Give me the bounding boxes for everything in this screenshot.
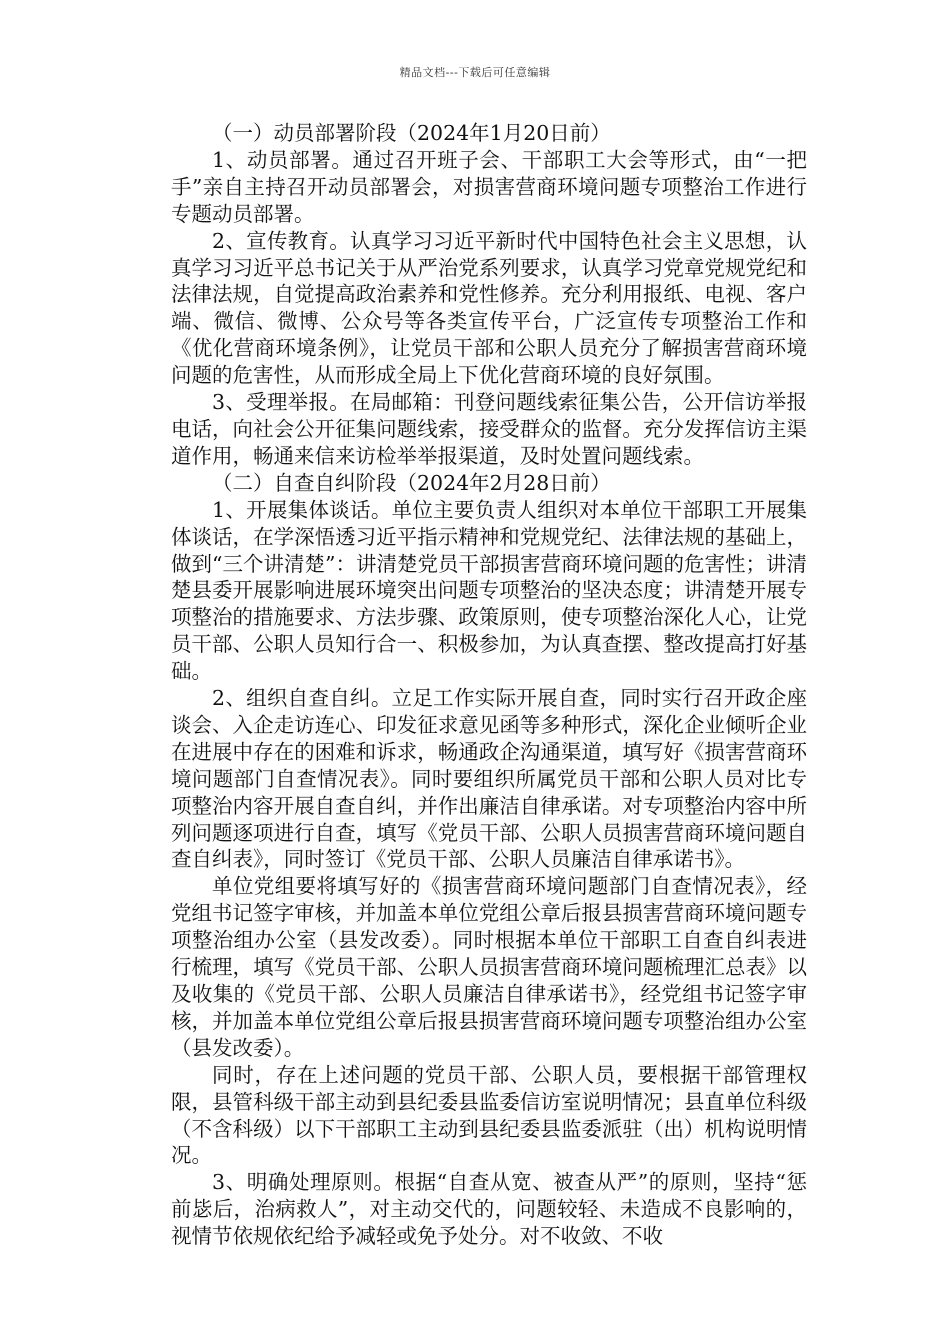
paragraph-self-inspection-correction: 2、组织自查自纠。立足工作实际开展自查，同时实行召开政企座谈会、入企走访连心、印发征求意见函等多种形式，深化企业倾听企业在进展中存在的困难和诉求，畅通政企沟通渠道，填写好《损害营商环境问题部门自查情况表》。同时要组织所属党员干部和公职人员对比专项整治内容开展自查自纠，并作出廉洁自律承诺。对专项整治内容中所列问题逐项进行自查，填写《党员干部、公职人员损害营商环境问题自查自纠表》，同时签订《党员干部、公职人员廉洁自律承诺书》。 bbox=[171, 686, 807, 872]
paragraph-party-group-submission: 单位党组要将填写好的《损害营商环境问题部门自查情况表》，经党组书记签字审核，并加盖本单位党组公章后报县损害营商环境问题专项整治组办公室（县发改委）。同时根据本单位干部职工自查自纠表进行梳理，填写《党员干部、公职人员损害营商环境问题梳理汇总表》以及收集的《党员干部、公职人员廉洁自律承诺书》，经党组书记签字审核，并加盖本单位党组公章后报县损害营商环境问题专项整治组办公室（县发改委）。 bbox=[171, 874, 807, 1060]
paragraph-collective-talks: 1、开展集体谈话。单位主要负责人组织对本单位干部职工开展集体谈话，在学深悟透习近平指示精神和党规党纪、法律法规的基础上，做到“三个讲清楚”：讲清楚党员干部损害营商环境问题的危害性；讲清楚县委开展影响进展环境突出问题专项整治的坚决态度；讲清楚开展专项整治的措施要求、方法步骤、政策原则，使专项整治深化人心，让党员干部、公职人员知行合一、积极参加，为认真查摆、整改提高打好基础。 bbox=[171, 497, 807, 684]
paragraph-publicity-education: 2、宣传教育。认真学习习近平新时代中国特色社会主义思想，认真学习习近平总书记关于从严治党系列要求，认真学习党章党规党纪和法律法规，自觉提高政治素养和党性修养。充分利用报纸、电视、客户端、微信、微博、公众号等各类宣传平台，广泛宣传专项整治工作和《优化营商环境条例》，让党员干部和公职人员充分了解损害营商环境问题的危害性，从而形成全局上下优化营商环境的良好氛围。 bbox=[171, 228, 807, 388]
section-heading-mobilization: （一）动员部署阶段（2024年1月20日前） bbox=[212, 121, 611, 145]
section-heading-self-inspection: （二）自查自纠阶段（2024年2月28日前） bbox=[212, 470, 611, 495]
document-body bbox=[171, 120, 807, 1250]
paragraph-handling-principles: 3、明确处理原则。根据“自查从宽、被查从严”的原则，坚持“惩前毖后，治病救人”，对主动交代的，问题较轻、未造成不良影响的，视情节依规依纪给予减轻或免予处分。对不收敛、不收 bbox=[171, 1170, 807, 1249]
page-header: 精品文档---下载后可任意编辑 bbox=[399, 66, 551, 79]
paragraph-explain-situation: 同时，存在上述问题的党员干部、公职人员，要根据干部管理权限，县管科级干部主动到县纪委县监委信访室说明情况；县直单位科级（不含科级）以下干部职工主动到县纪委县监委派驻（出）机构说明情况。 bbox=[171, 1062, 807, 1168]
paragraph-accept-reports: 3、受理举报。在局邮箱：刊登问题线索征集公告，公开信访举报电话，向社会公开征集问题线索，接受群众的监督。充分发挥信访主渠道作用，畅通来信来访检举举报渠道，及时处置问题线索。 bbox=[171, 390, 807, 468]
paragraph-mobilization-deployment: 1、动员部署。通过召开班子会、干部职工大会等形式，由“一把手”亲自主持召开动员部署会，对损害营商环境问题专项整治工作进行专题动员部署。 bbox=[171, 147, 807, 226]
